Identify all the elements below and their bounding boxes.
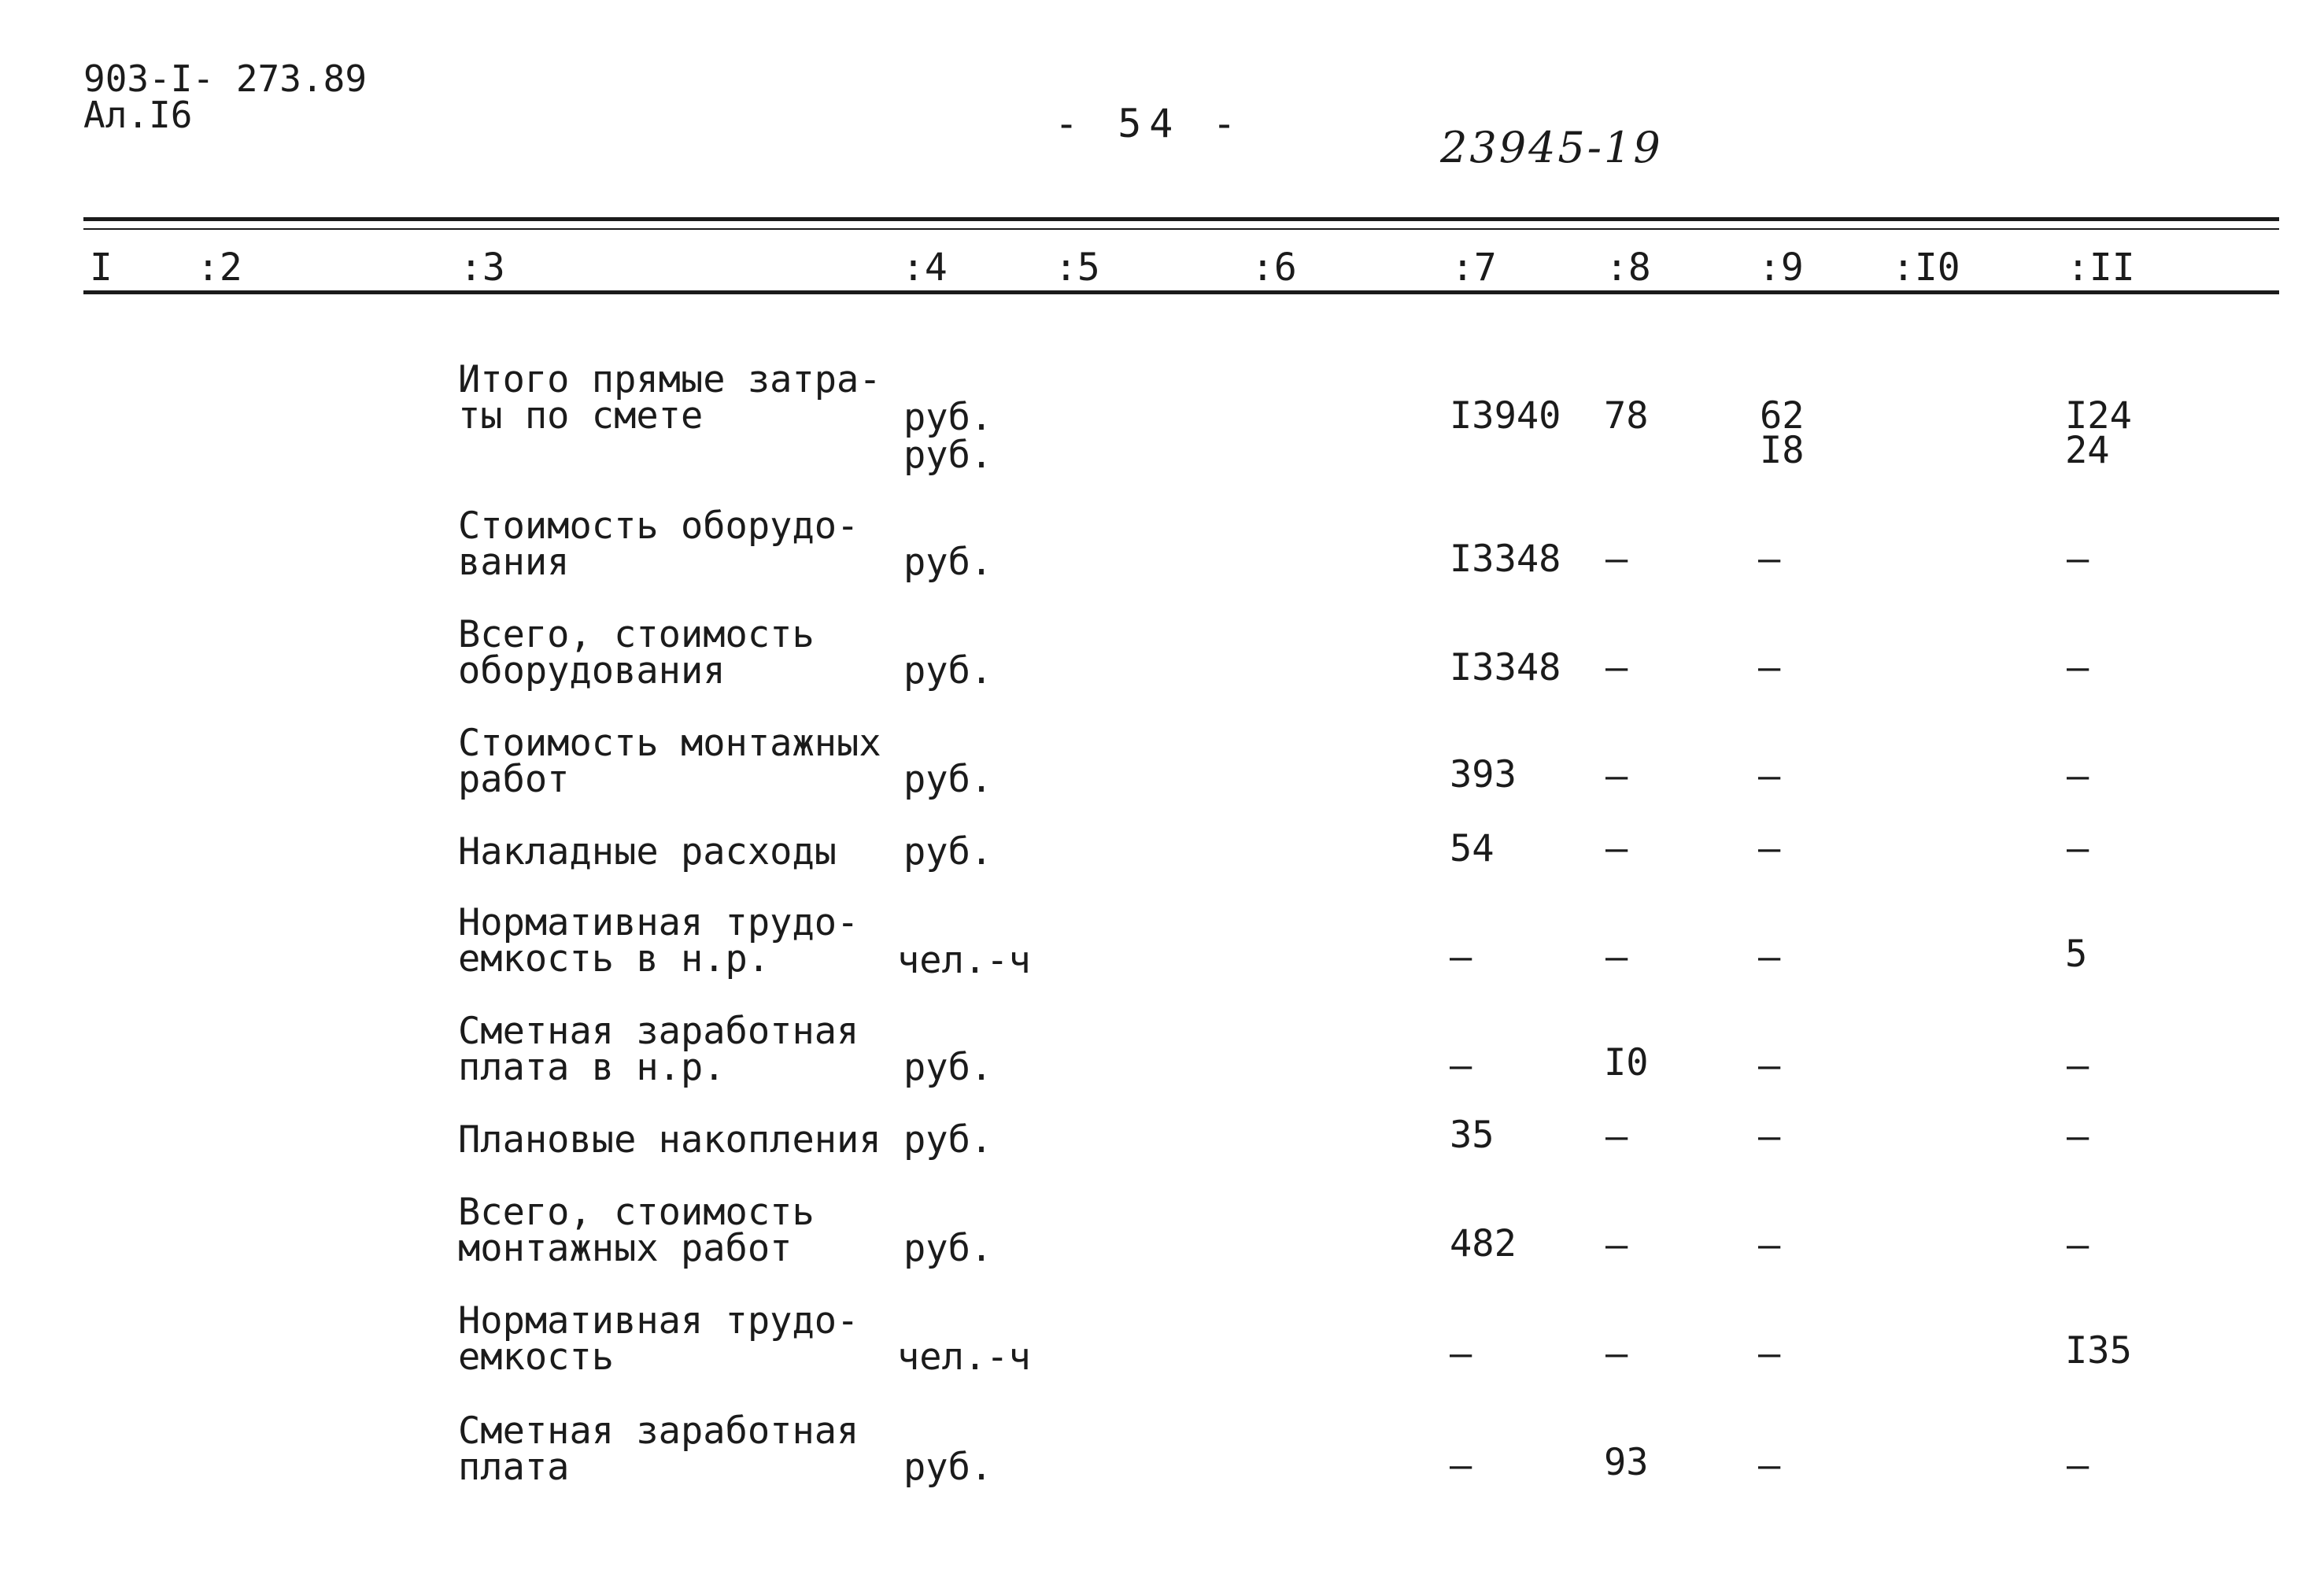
cell-col9: – [1758, 1332, 1781, 1376]
cell-col11: – [2067, 755, 2089, 798]
row-unit: руб. [903, 830, 993, 874]
document-code: 903-I- 273.89 [83, 57, 368, 100]
handwritten-number: 23945-19 [1440, 123, 1663, 172]
cell-col11: I24 [2065, 394, 2132, 438]
column-number-5: :5 [1055, 246, 1100, 290]
cell-col9: – [1758, 1444, 1781, 1487]
cell-col9: – [1758, 827, 1781, 870]
row-label: оборудования [458, 649, 726, 693]
cell-col7: – [1450, 1044, 1472, 1088]
row-label: Накладные расходы [458, 830, 837, 874]
cell-col7: 393 [1450, 753, 1517, 796]
row-unit: руб. [903, 541, 993, 584]
row-label: работ [458, 758, 570, 801]
cell-col11: 5 [2065, 933, 2088, 976]
page-number: - 54 - [1055, 101, 1244, 146]
row-unit: руб. [903, 649, 993, 693]
row-label: Всего, стоимость [458, 613, 815, 656]
row-unit: чел.-ч [897, 1335, 1031, 1379]
column-number-4: :4 [902, 246, 948, 290]
cell-col8: – [1605, 755, 1628, 798]
row-label: Плановые накопления [458, 1118, 881, 1162]
cell-col11: – [2067, 1115, 2089, 1158]
cell-col8: – [1605, 827, 1628, 870]
cell-col11: I35 [2065, 1329, 2132, 1372]
row-unit: руб. [903, 434, 993, 477]
cell-col8: – [1605, 1224, 1628, 1267]
column-number-7: :7 [1451, 246, 1497, 290]
cell-col7: 482 [1450, 1222, 1517, 1265]
column-number-2: :2 [197, 246, 242, 290]
header-rule [83, 290, 2279, 294]
cell-col7: – [1450, 1444, 1472, 1487]
cell-col11: – [2067, 1224, 2089, 1267]
cell-col8: 93 [1604, 1441, 1649, 1484]
cell-col8: – [1605, 936, 1628, 979]
cell-col9: – [1758, 1044, 1781, 1088]
column-number-8: :8 [1605, 246, 1651, 290]
column-number-1: I [90, 246, 113, 290]
cell-col11: – [2067, 827, 2089, 870]
cell-col11: 24 [2065, 429, 2110, 472]
cell-col7: I3348 [1450, 646, 1561, 689]
cell-col7: – [1450, 936, 1472, 979]
cell-col11: – [2067, 1444, 2089, 1487]
cell-col8: I0 [1604, 1041, 1649, 1084]
cell-col9: – [1758, 537, 1781, 581]
cell-col7: I3940 [1450, 394, 1561, 438]
sheet-label: Ал.I6 [83, 94, 193, 136]
cell-col9: I8 [1760, 429, 1805, 472]
cell-col7: 54 [1450, 827, 1495, 870]
cell-col8: 78 [1604, 394, 1649, 438]
row-unit: руб. [903, 758, 993, 801]
row-label: Стоимость оборудо- [458, 504, 859, 548]
cell-col9: – [1758, 755, 1781, 798]
cell-col11: – [2067, 537, 2089, 581]
row-label: плата в н.р. [458, 1046, 726, 1089]
cell-col9: 62 [1760, 394, 1805, 438]
cell-col9: – [1758, 646, 1781, 689]
cell-col11: – [2067, 1044, 2089, 1088]
cell-col7: 35 [1450, 1114, 1495, 1157]
cell-col11: – [2067, 646, 2089, 689]
column-number-6: :6 [1251, 246, 1297, 290]
row-label: Нормативная трудо- [458, 901, 859, 944]
row-unit: руб. [903, 1046, 993, 1089]
row-label: Итого прямые затра- [458, 358, 881, 401]
row-label: Стоимость монтажных [458, 722, 881, 765]
cell-col8: – [1605, 537, 1628, 581]
cell-col7: – [1450, 1332, 1472, 1376]
row-label: монтажных работ [458, 1227, 793, 1270]
row-label: Всего, стоимость [458, 1191, 815, 1234]
row-unit: чел.-ч [897, 939, 1031, 982]
column-number-9: :9 [1758, 246, 1804, 290]
row-label: вания [458, 541, 570, 584]
column-number-10: :I0 [1892, 246, 1960, 290]
cell-col9: – [1758, 1115, 1781, 1158]
row-label: Нормативная трудо- [458, 1299, 859, 1343]
row-unit: руб. [903, 396, 993, 439]
cell-col9: – [1758, 936, 1781, 979]
row-label: емкость в н.р. [458, 937, 770, 981]
top-rule [83, 217, 2279, 221]
cell-col7: I3348 [1450, 537, 1561, 581]
row-label: плата [458, 1446, 570, 1489]
cell-col8: – [1605, 1332, 1628, 1376]
row-unit: руб. [903, 1118, 993, 1162]
cell-col8: – [1605, 646, 1628, 689]
column-number-11: :II [2067, 246, 2135, 290]
row-unit: руб. [903, 1446, 993, 1489]
top-rule-thin [83, 228, 2279, 230]
cell-col8: – [1605, 1115, 1628, 1158]
row-label: Сметная заработная [458, 1409, 859, 1453]
row-label: емкость [458, 1335, 615, 1379]
cell-col9: – [1758, 1224, 1781, 1267]
row-unit: руб. [903, 1227, 993, 1270]
row-label: Сметная заработная [458, 1010, 859, 1053]
column-number-3: :3 [460, 246, 505, 290]
row-label: ты по смете [458, 394, 704, 438]
